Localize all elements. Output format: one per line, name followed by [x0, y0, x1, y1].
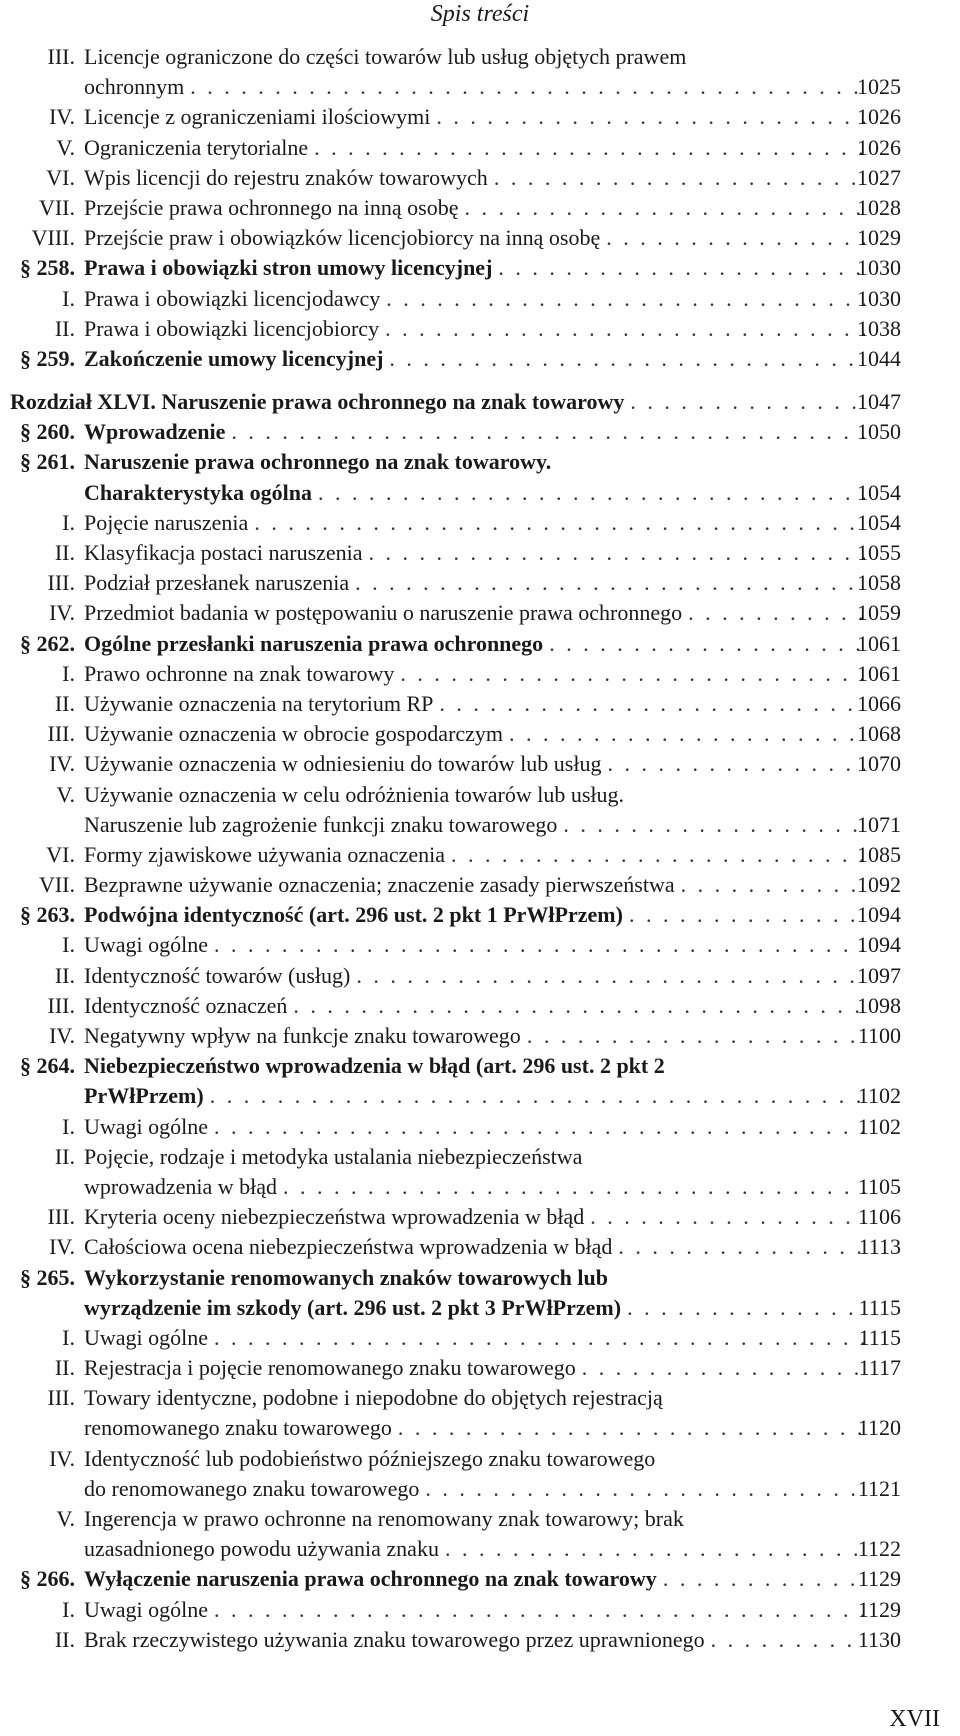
- toc-entry-page: 1047: [857, 389, 901, 415]
- toc-entry-title-wrap: [84, 1232, 865, 1262]
- toc-entry: [0, 284, 960, 314]
- toc-entry: [0, 1323, 960, 1353]
- toc-entry-title: Wykorzystanie renomowanych znaków towarowych lub: [84, 1264, 608, 1290]
- toc-entry: [0, 1595, 960, 1625]
- toc-entry: [0, 1504, 960, 1534]
- dot-leader: [509, 719, 865, 749]
- toc-entry-page: 1059: [857, 600, 901, 626]
- toc-entry-title: Towary identyczne, podobne i niepodobne do objętych rejestracją: [84, 1385, 663, 1411]
- dot-leader: [498, 253, 865, 283]
- toc-entry-title: Formy zjawiskowe używania oznaczenia: [84, 841, 446, 867]
- toc-entry: [0, 961, 960, 991]
- dot-leader: [436, 102, 865, 132]
- toc-entry-title: wyrządzenie im szkody (art. 296 ust. 2 pkt 3 PrWłPrzem): [84, 1294, 622, 1320]
- toc-entry-title: Brak rzeczywistego używania znaku towarowego przez uprawnionego: [84, 1626, 705, 1652]
- toc-entry-title-wrap: [84, 102, 865, 132]
- toc-entry-title-wrap: [84, 478, 865, 508]
- toc-entry: [0, 1021, 960, 1051]
- toc-entry-title: Identyczność towarów (usług): [84, 962, 351, 988]
- toc-entry: [0, 1444, 960, 1474]
- toc-entry-title-wrap: [84, 1172, 865, 1202]
- toc-entry-page: 1030: [857, 255, 901, 281]
- toc-entry-page: 1027: [857, 164, 901, 190]
- toc-entry: [0, 344, 960, 374]
- toc-entry-title: Uwagi ogólne: [84, 1596, 209, 1622]
- toc-entry-number: III.: [47, 1204, 75, 1230]
- toc-entry-number: III.: [47, 721, 75, 747]
- page-folio: XVII: [889, 1706, 940, 1732]
- toc-entry-title: Negatywny wpływ na funkcje znaku towarowego: [84, 1023, 521, 1048]
- toc-entry-title-wrap: [84, 870, 865, 900]
- toc-entry-title-wrap: [84, 538, 865, 568]
- toc-entry-title-wrap: [84, 930, 865, 960]
- toc-entry-title-wrap: [84, 1353, 865, 1383]
- toc-entry-page: 1085: [857, 841, 901, 867]
- dot-leader: [629, 900, 865, 930]
- dot-leader: [618, 1232, 865, 1262]
- toc-entry-page: 1120: [857, 1415, 901, 1441]
- toc-entry-number: § 266.: [20, 1566, 75, 1592]
- toc-entry-page: 1061: [857, 630, 901, 656]
- toc-entry-title-wrap: [84, 447, 865, 477]
- toc-entry-title-wrap: [84, 1625, 865, 1655]
- running-header: Spis treści: [430, 1, 530, 27]
- dot-leader: [563, 810, 865, 840]
- toc-entry-page: 1098: [857, 992, 901, 1018]
- toc-entry-page: 1105: [857, 1173, 901, 1199]
- toc-entry-title: Licencje z ograniczeniami ilościowymi: [84, 104, 431, 130]
- toc-entry: [0, 689, 960, 719]
- toc-entry-page: 1129: [857, 1566, 901, 1592]
- toc-entry-title: Pojęcie, rodzaje i metodyka ustalania niebezpieczeństwa: [84, 1143, 583, 1169]
- toc-entry: [0, 568, 960, 598]
- toc-entry-title-wrap: [84, 42, 865, 72]
- toc-entry-title: Prawa i obowiązki licencjobiorcy: [84, 315, 380, 341]
- dot-leader: [214, 1323, 865, 1353]
- dot-leader: [607, 749, 865, 779]
- toc-entry-page: 1026: [857, 104, 901, 130]
- dot-leader: [254, 508, 865, 538]
- toc-entry-number: IV.: [49, 1234, 75, 1260]
- table-of-contents: [0, 42, 960, 1655]
- dot-leader: [214, 930, 865, 960]
- toc-entry-number: V.: [56, 134, 75, 160]
- toc-entry: [0, 538, 960, 568]
- dot-leader: [369, 538, 865, 568]
- toc-entry-title: Używanie oznaczenia na terytorium RP: [84, 690, 434, 716]
- toc-entry-page: 1028: [857, 194, 901, 220]
- dot-leader: [681, 870, 865, 900]
- toc-entry: [0, 133, 960, 163]
- toc-entry-title: Przejście prawa ochronnego na inną osobę: [84, 194, 459, 220]
- toc-entry-title: Naruszenie prawa ochronnego na znak towarowy.: [84, 449, 552, 475]
- dot-leader: [582, 1353, 865, 1383]
- toc-entry-number: I.: [62, 1113, 75, 1139]
- toc-entry-title: Zakończenie umowy licencyjnej: [84, 345, 384, 371]
- toc-entry-title-wrap: [84, 961, 865, 991]
- toc-entry-title: Licencje ograniczone do części towarów lub usług objętych prawem: [84, 44, 687, 69]
- toc-entry-title-wrap: [84, 344, 865, 374]
- toc-entry: [0, 102, 960, 132]
- toc-entry-number: IV.: [49, 600, 75, 626]
- toc-entry-title: Ingerencja w prawo ochronne na renomowany znak towarowy; brak: [84, 1506, 684, 1531]
- toc-entry-title-wrap: [84, 629, 865, 659]
- toc-entry: [0, 930, 960, 960]
- toc-entry-page: 1102: [857, 1083, 901, 1109]
- toc-entry-title-wrap: [84, 1112, 865, 1142]
- toc-entry-number: VI.: [46, 164, 75, 190]
- toc-entry-title: Prawa i obowiązki stron umowy licencyjnej: [84, 255, 493, 281]
- toc-entry-title-wrap: [84, 1413, 865, 1443]
- dot-leader: [190, 72, 865, 102]
- toc-entry-number: II.: [54, 1626, 75, 1652]
- toc-entry-page: 1130: [857, 1626, 901, 1652]
- toc-entry-number: § 258.: [20, 255, 75, 281]
- dot-leader: [214, 1595, 865, 1625]
- toc-entry-number: I.: [62, 1596, 75, 1622]
- toc-entry-title-wrap: [84, 1021, 865, 1051]
- toc-entry-title-wrap: [84, 1081, 865, 1111]
- toc-entry: [0, 314, 960, 344]
- toc-entry-page: 1070: [857, 751, 901, 777]
- toc-entry-page: 1092: [857, 872, 901, 898]
- toc-entry-title: do renomowanego znaku towarowego: [84, 1475, 420, 1501]
- dot-leader: [606, 223, 865, 253]
- dot-leader: [318, 478, 865, 508]
- toc-entry-title-wrap: [84, 1051, 865, 1081]
- toc-entry-title-wrap: [84, 749, 865, 779]
- toc-entry-title-wrap: [84, 314, 865, 344]
- dot-leader: [590, 1202, 865, 1232]
- toc-entry-number: VII.: [38, 872, 75, 898]
- toc-entry-page: 1050: [857, 419, 901, 445]
- toc-entry-page: 1055: [857, 540, 901, 565]
- toc-entry: [0, 1474, 960, 1504]
- toc-entry-title: Prawo ochronne na znak towarowy: [84, 660, 395, 686]
- toc-entry-page: 1129: [857, 1596, 901, 1622]
- toc-entry-title-wrap: [84, 1202, 865, 1232]
- dot-leader: [385, 314, 865, 344]
- toc-entry-title-wrap: [84, 598, 865, 628]
- toc-entry-number: I.: [62, 285, 75, 311]
- toc-entry-title-wrap: [84, 568, 865, 598]
- toc-entry: [0, 1564, 960, 1594]
- toc-entry-title: renomowanego znaku towarowego: [84, 1415, 392, 1441]
- toc-entry-page: 1113: [858, 1234, 901, 1260]
- toc-entry-title-wrap: [84, 840, 865, 870]
- toc-entry-page: 1115: [858, 1294, 901, 1320]
- toc-entry: [0, 629, 960, 659]
- toc-entry: [0, 417, 960, 447]
- toc-entry-title: Wyłączenie naruszenia prawa ochronnego na znak towarowy: [84, 1566, 657, 1592]
- toc-entry-page: 1122: [857, 1536, 901, 1562]
- toc-entry-title-wrap: [84, 1504, 865, 1534]
- toc-entry: [0, 1353, 960, 1383]
- toc-entry-page: 1054: [857, 509, 901, 535]
- toc-entry-title: Niebezpieczeństwo wprowadzenia w błąd (art. 296 ust. 2 pkt 2: [84, 1053, 665, 1079]
- toc-entry-title: Używanie oznaczenia w obrocie gospodarczym: [84, 721, 504, 747]
- dot-leader: [494, 163, 865, 193]
- dot-leader: [630, 387, 865, 417]
- toc-entry-title-wrap: [84, 1142, 865, 1172]
- dot-leader: [283, 1172, 865, 1202]
- toc-entry-title-wrap: [84, 1293, 865, 1323]
- toc-entry-page: 1061: [857, 660, 901, 686]
- toc-entry: [0, 163, 960, 193]
- toc-entry-page: 1071: [857, 811, 901, 837]
- toc-entry-title-wrap: [84, 72, 865, 102]
- toc-entry-page: 1115: [858, 1324, 901, 1350]
- dot-leader: [549, 629, 865, 659]
- toc-entry: [0, 719, 960, 749]
- toc-entry-title-wrap: [84, 719, 865, 749]
- toc-entry: [0, 72, 960, 102]
- toc-entry-title-wrap: [84, 1323, 865, 1353]
- toc-entry-title: Bezprawne używanie oznaczenia; znaczenie zasady pierwszeństwa: [84, 872, 675, 898]
- toc-entry-title: uzasadnionego powodu używania znaku: [84, 1536, 439, 1562]
- toc-entry-number: IV.: [49, 1023, 75, 1048]
- toc-entry-number: IV.: [49, 751, 75, 777]
- toc-entry-number: II.: [54, 540, 75, 565]
- dot-leader: [425, 1474, 865, 1504]
- toc-entry-number: V.: [56, 1506, 75, 1531]
- toc-entry-number: VII.: [38, 194, 75, 220]
- toc-entry-title-wrap: [84, 253, 865, 283]
- toc-entry-title-wrap: [84, 689, 865, 719]
- dot-leader: [527, 1021, 865, 1051]
- toc-entry: [0, 478, 960, 508]
- toc-entry-title: Prawa i obowiązki licencjodawcy: [84, 285, 381, 311]
- toc-entry: [0, 508, 960, 538]
- toc-entry-title: Pojęcie naruszenia: [84, 509, 249, 535]
- dot-leader: [214, 1112, 865, 1142]
- toc-entry-title: Używanie oznaczenia w odniesieniu do towarów lub usług: [84, 751, 602, 777]
- toc-entry: [0, 223, 960, 253]
- toc-entry-page: 1094: [857, 932, 901, 958]
- toc-entry-number: I.: [62, 1324, 75, 1350]
- toc-entry-number: IV.: [49, 104, 75, 130]
- toc-entry-page: 1029: [857, 225, 901, 251]
- toc-entry-number: § 264.: [20, 1053, 75, 1079]
- toc-entry-number: III.: [47, 1385, 75, 1411]
- toc-entry-title-wrap: [84, 1444, 865, 1474]
- toc-entry-title-wrap: [84, 659, 865, 689]
- toc-entry-title-wrap: [84, 900, 865, 930]
- dot-leader: [314, 133, 865, 163]
- toc-entry-title: Przejście praw i obowiązków licencjobiorcy na inną osobę: [84, 225, 601, 251]
- toc-entry: [0, 193, 960, 223]
- toc-entry: [0, 1413, 960, 1443]
- dot-leader: [231, 417, 865, 447]
- toc-entry-title: Identyczność oznaczeń: [84, 992, 288, 1018]
- toc-entry-number: § 259.: [20, 345, 75, 371]
- toc-entry-number: II.: [54, 690, 75, 716]
- toc-entry-title: Naruszenie lub zagrożenie funkcji znaku towarowego: [84, 811, 558, 837]
- toc-entry-number: VI.: [46, 841, 75, 867]
- dot-leader: [711, 1625, 865, 1655]
- toc-entry-title: Podział przesłanek naruszenia: [84, 570, 350, 596]
- toc-entry-page: 1044: [857, 345, 901, 371]
- dot-leader: [439, 689, 865, 719]
- toc-entry-page: 1106: [857, 1204, 901, 1230]
- toc-entry-page: 1066: [857, 690, 901, 716]
- toc-entry-page: 1026: [857, 134, 901, 160]
- toc-entry-title: Ograniczenia terytorialne: [84, 134, 309, 160]
- toc-entry-title-wrap: [84, 1383, 865, 1413]
- dot-leader: [389, 344, 865, 374]
- toc-entry: [0, 447, 960, 477]
- toc-entry-number: § 265.: [20, 1264, 75, 1290]
- toc-entry: [0, 870, 960, 900]
- toc-entry: [0, 1081, 960, 1111]
- toc-entry-number: I.: [62, 509, 75, 535]
- toc-entry-page: 1102: [857, 1113, 901, 1139]
- toc-entry-title: wprowadzenia w błąd: [84, 1173, 278, 1199]
- toc-entry-page: 1054: [857, 479, 901, 505]
- toc-entry-page: 1058: [857, 570, 901, 596]
- toc-entry-number: II.: [54, 315, 75, 341]
- toc-entry-title: Ogólne przesłanki naruszenia prawa ochronnego: [84, 630, 544, 656]
- toc-entry-number: VIII.: [31, 225, 75, 251]
- toc-entry: [0, 840, 960, 870]
- toc-entry-number: I.: [62, 932, 75, 958]
- toc-entry-title-wrap: [84, 193, 865, 223]
- toc-entry-number: II.: [54, 1143, 75, 1169]
- toc-entry-title-wrap: [84, 223, 865, 253]
- toc-entry-page: 1030: [857, 285, 901, 311]
- toc-entry: [0, 780, 960, 810]
- toc-entry-title: Uwagi ogólne: [84, 932, 209, 958]
- toc-entry-title-wrap: [84, 810, 865, 840]
- dot-leader: [210, 1081, 865, 1111]
- toc-entry-page: 1038: [857, 315, 901, 341]
- toc-entry-title: Przedmiot badania w postępowaniu o naruszenie prawa ochronnego: [84, 600, 683, 626]
- toc-entry-number: III.: [47, 570, 75, 596]
- toc-entry-title: PrWłPrzem): [84, 1083, 204, 1109]
- toc-entry: [0, 749, 960, 779]
- toc-entry-title: Całościowa ocena niebezpieczeństwa wprowadzenia w błąd: [84, 1234, 613, 1260]
- toc-entry-number: § 263.: [20, 902, 75, 928]
- toc-entry-number: V.: [56, 781, 75, 807]
- toc-entry: [0, 900, 960, 930]
- toc-entry: [0, 1293, 960, 1323]
- toc-entry: [0, 1383, 960, 1413]
- toc-entry: [0, 1142, 960, 1172]
- dot-leader: [445, 1534, 865, 1564]
- toc-entry-page: 1121: [857, 1475, 901, 1501]
- toc-entry-title-wrap: [84, 780, 865, 810]
- toc-entry-title: Identyczność lub podobieństwo późniejszego znaku towarowego: [84, 1445, 656, 1471]
- toc-entry-number: III.: [47, 44, 75, 69]
- toc-entry-title: Używanie oznaczenia w celu odróżnienia towarów lub usług.: [84, 781, 625, 807]
- toc-entry-title: Kryteria oceny niebezpieczeństwa wprowadzenia w błąd: [84, 1204, 585, 1230]
- toc-entry-title-wrap: [84, 508, 865, 538]
- toc-entry: [0, 659, 960, 689]
- dot-leader: [398, 1413, 865, 1443]
- dot-leader: [293, 991, 865, 1021]
- toc-entry-page: 1025: [857, 74, 901, 100]
- toc-entry-page: 1097: [857, 962, 901, 988]
- toc-entry-title-wrap: [84, 417, 865, 447]
- dot-leader: [386, 284, 865, 314]
- toc-entry: [0, 387, 960, 417]
- toc-entry: [0, 1202, 960, 1232]
- toc-entry-title-wrap: [84, 1595, 865, 1625]
- toc-entry: [0, 810, 960, 840]
- toc-entry: [0, 598, 960, 628]
- toc-entry-title-wrap: [84, 133, 865, 163]
- toc-entry-title: Klasyfikacja postaci naruszenia: [84, 540, 363, 565]
- toc-entry-title-wrap: [84, 1534, 865, 1564]
- toc-entry-title-wrap: [10, 387, 865, 417]
- toc-entry-number: IV.: [49, 1445, 75, 1471]
- toc-entry-number: III.: [47, 992, 75, 1018]
- toc-entry: [0, 991, 960, 1021]
- toc-entry: [0, 1232, 960, 1262]
- toc-entry-title-wrap: [84, 991, 865, 1021]
- dot-leader: [663, 1564, 865, 1594]
- toc-entry-title: Rozdział XLVI. Naruszenie prawa ochronnego na znak towarowy: [10, 389, 625, 415]
- toc-entry-title: Charakterystyka ogólna: [84, 479, 312, 505]
- dot-leader: [688, 598, 865, 628]
- toc-entry-title: Uwagi ogólne: [84, 1324, 209, 1350]
- toc-entry-title-wrap: [84, 1564, 865, 1594]
- toc-entry-page: 1068: [857, 721, 901, 747]
- toc-entry-page: 1100: [857, 1023, 901, 1048]
- toc-entry-number: § 260.: [20, 419, 75, 445]
- toc-entry-title-wrap: [84, 163, 865, 193]
- toc-entry: [0, 42, 960, 72]
- dot-leader: [355, 568, 865, 598]
- toc-entry-title: Podwójna identyczność (art. 296 ust. 2 pkt 1 PrWłPrzem): [84, 902, 623, 928]
- toc-entry-title: Wpis licencji do rejestru znaków towarowych: [84, 164, 488, 190]
- dot-leader: [356, 961, 865, 991]
- toc-entry-page: 1094: [857, 902, 901, 928]
- dot-leader: [451, 840, 865, 870]
- toc-entry: [0, 1112, 960, 1142]
- toc-entry-number: § 261.: [20, 449, 75, 475]
- toc-entry-number: II.: [54, 1355, 75, 1381]
- dot-leader: [464, 193, 865, 223]
- toc-entry-title: Wprowadzenie: [84, 419, 226, 445]
- toc-entry: [0, 1625, 960, 1655]
- toc-entry-number: II.: [54, 962, 75, 988]
- toc-entry: [0, 253, 960, 283]
- toc-entry-title-wrap: [84, 1263, 865, 1293]
- dot-leader: [400, 659, 865, 689]
- toc-entry-title-wrap: [84, 284, 865, 314]
- toc-entry-page: 1117: [858, 1355, 901, 1381]
- dot-leader: [627, 1293, 865, 1323]
- toc-entry: [0, 1263, 960, 1293]
- toc-entry-number: I.: [62, 660, 75, 686]
- toc-entry-title: ochronnym: [84, 74, 185, 100]
- toc-entry: [0, 1051, 960, 1081]
- toc-entry: [0, 1534, 960, 1564]
- toc-entry-title: Rejestracja i pojęcie renomowanego znaku towarowego: [84, 1355, 576, 1381]
- toc-entry-number: § 262.: [20, 630, 75, 656]
- toc-entry: [0, 1172, 960, 1202]
- toc-entry-title-wrap: [84, 1474, 865, 1504]
- toc-entry-title: Uwagi ogólne: [84, 1113, 209, 1139]
